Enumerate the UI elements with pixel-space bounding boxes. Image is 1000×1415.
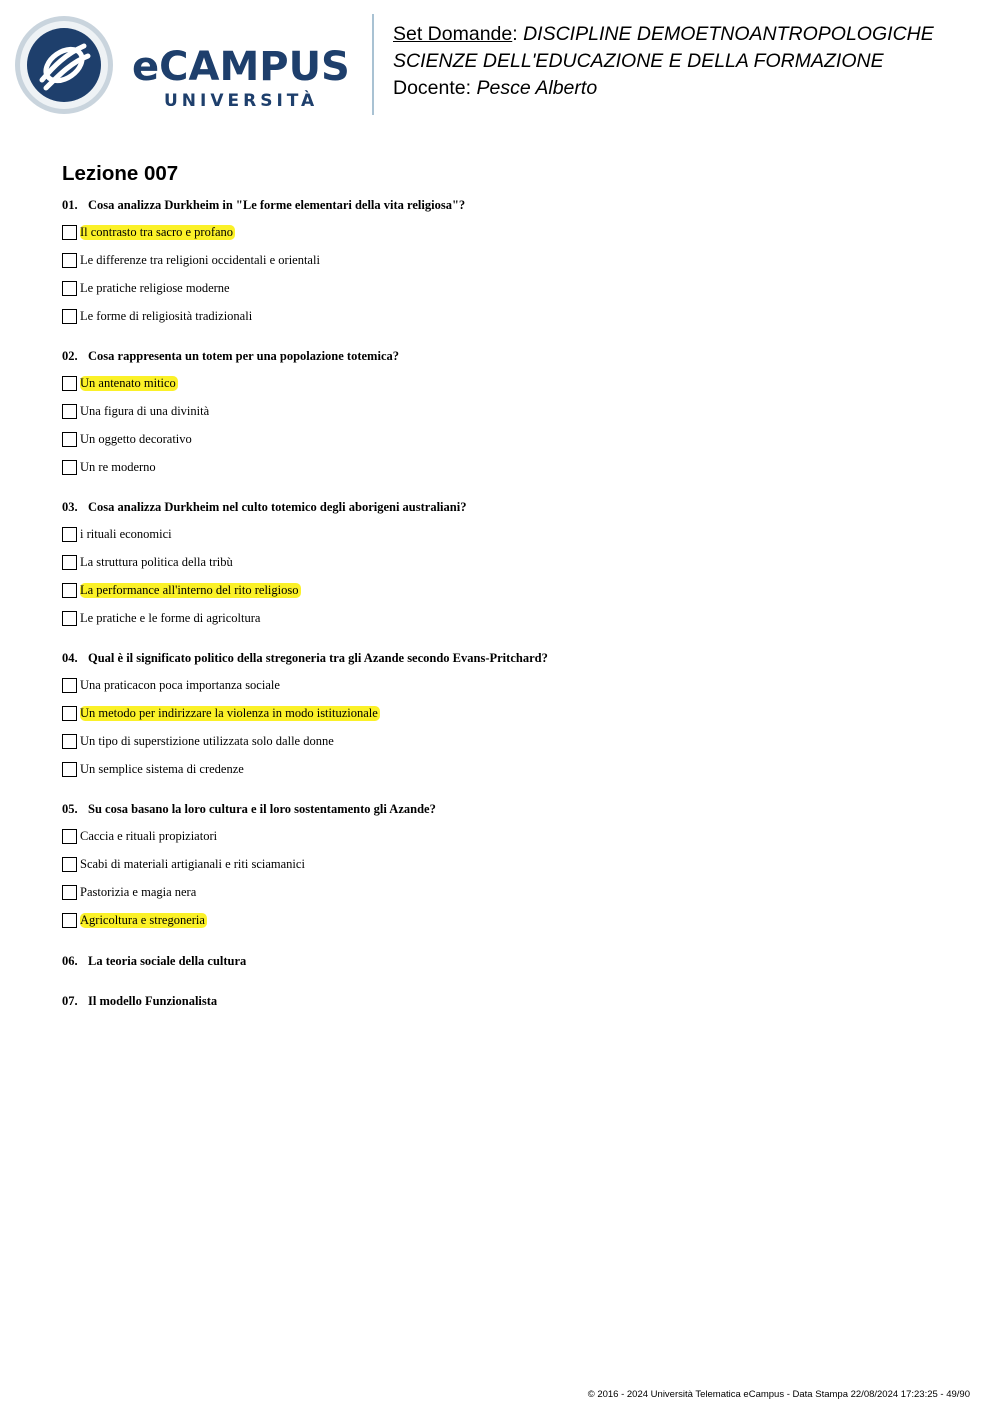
checkbox[interactable]	[62, 678, 77, 693]
checkbox[interactable]	[62, 762, 77, 777]
option-text: i rituali economici	[80, 526, 172, 541]
option[interactable]	[62, 912, 207, 928]
checkbox[interactable]	[62, 611, 77, 626]
checkbox[interactable]	[62, 734, 77, 749]
question-07: 07. Il modello Funzionalista	[62, 994, 218, 1008]
option-text: Scabi di materiali artigianali e riti sciamanici	[80, 856, 305, 871]
option[interactable]	[62, 677, 282, 693]
option[interactable]	[62, 403, 211, 419]
option-text: Le differenze tra religioni occidentali e orientali	[80, 252, 320, 267]
option[interactable]	[62, 224, 235, 240]
checkbox[interactable]	[62, 706, 77, 721]
checkbox[interactable]	[62, 432, 77, 447]
checkbox[interactable]	[62, 583, 77, 598]
option-text: Le forme di religiosità tradizionali	[80, 308, 253, 323]
ecampus-logo	[14, 14, 359, 116]
checkbox[interactable]	[62, 225, 77, 240]
option[interactable]	[62, 828, 219, 844]
option[interactable]	[62, 884, 198, 900]
set-value-line1: DISCIPLINE DEMOETNOANTROPOLOGICHE	[523, 23, 934, 45]
lesson-title: Lezione 007	[62, 162, 179, 185]
option-text: Un antenato mitico	[80, 375, 176, 390]
option-text: Un re moderno	[80, 459, 156, 474]
option-text: Caccia e rituali propiziatori	[80, 828, 218, 843]
checkbox[interactable]	[62, 309, 77, 324]
option[interactable]	[62, 582, 301, 598]
option-text: Un semplice sistema di credenze	[80, 761, 244, 776]
set-label: Set Domande	[393, 23, 513, 45]
checkbox[interactable]	[62, 527, 77, 542]
option[interactable]	[62, 705, 380, 721]
option[interactable]	[62, 733, 336, 749]
checkbox[interactable]	[62, 885, 77, 900]
option-text: La performance all'interno del rito religioso	[80, 582, 299, 597]
option[interactable]	[62, 856, 307, 872]
option-text: Un metodo per indirizzare la violenza in modo istituzionale	[80, 705, 378, 720]
checkbox[interactable]	[62, 460, 77, 475]
option-text: Una figura di una divinità	[80, 403, 210, 418]
set-value-line2: SCIENZE DELL'EDUCAZIONE E DELLA FORMAZIONE	[393, 50, 884, 72]
option-text: Agricoltura e stregoneria	[80, 912, 205, 927]
page-header	[0, 0, 1000, 130]
option-text: Un tipo di superstizione utilizzata solo dalle donne	[80, 733, 334, 748]
option-text: Il contrasto tra sacro e profano	[80, 224, 234, 239]
checkbox[interactable]	[62, 857, 77, 872]
option-text: Pastorizia e magia nera	[80, 884, 197, 899]
option[interactable]	[62, 554, 235, 570]
option[interactable]	[62, 761, 246, 777]
docente-label: Docente:	[393, 77, 472, 99]
seal-core	[27, 28, 101, 102]
option[interactable]	[62, 375, 178, 391]
brand-sub: UNIVERSITÀ	[164, 91, 319, 111]
checkbox[interactable]	[62, 913, 77, 928]
header-divider	[372, 14, 374, 115]
checkbox[interactable]	[62, 253, 77, 268]
option-text: Le pratiche e le forme di agricoltura	[80, 610, 261, 625]
brand-name: eCAMPUS	[132, 44, 350, 90]
option[interactable]	[62, 526, 174, 542]
question-05: 05. Su cosa basano la loro cultura e il loro sostentamento gli Azande?	[62, 802, 436, 816]
option[interactable]	[62, 308, 254, 324]
question-01: 01. Cosa analizza Durkheim in "Le forme elementari della vita religiosa"?	[62, 198, 466, 212]
option[interactable]	[62, 252, 322, 268]
question-06: 06. La teoria sociale della cultura	[62, 954, 247, 968]
checkbox[interactable]	[62, 404, 77, 419]
option-text: La struttura politica della tribù	[80, 554, 233, 569]
option[interactable]	[62, 610, 262, 626]
page-footer: © 2016 - 2024 Università Telematica eCampus - Data Stampa 22/08/2024 17:23:25 - 49/90	[587, 1389, 970, 1400]
checkbox[interactable]	[62, 555, 77, 570]
option[interactable]	[62, 280, 232, 296]
checkbox[interactable]	[62, 829, 77, 844]
option-text: Un oggetto decorativo	[80, 431, 192, 446]
checkbox[interactable]	[62, 376, 77, 391]
option-text: Una praticacon poca importanza sociale	[80, 677, 280, 692]
header-info: Set Domande: DISCIPLINE DEMOETNOANTROPOLOGICHE SCIENZE DELL'EDUCAZIONE E DELLA FORMAZIONE Docente: Pesce Alberto	[393, 23, 934, 99]
option[interactable]	[62, 459, 158, 475]
option-text: Le pratiche religiose moderne	[80, 280, 230, 295]
question-02: 02. Cosa rappresenta un totem per una popolazione totemica?	[62, 349, 399, 363]
question-03: 03. Cosa analizza Durkheim nel culto totemico degli aborigeni australiani?	[62, 500, 467, 514]
option[interactable]	[62, 431, 194, 447]
checkbox[interactable]	[62, 281, 77, 296]
docente-value: Pesce Alberto	[476, 77, 598, 99]
question-04: 04. Qual è il significato politico della stregoneria tra gli Azande secondo Evans-Pritchard?	[62, 651, 548, 665]
